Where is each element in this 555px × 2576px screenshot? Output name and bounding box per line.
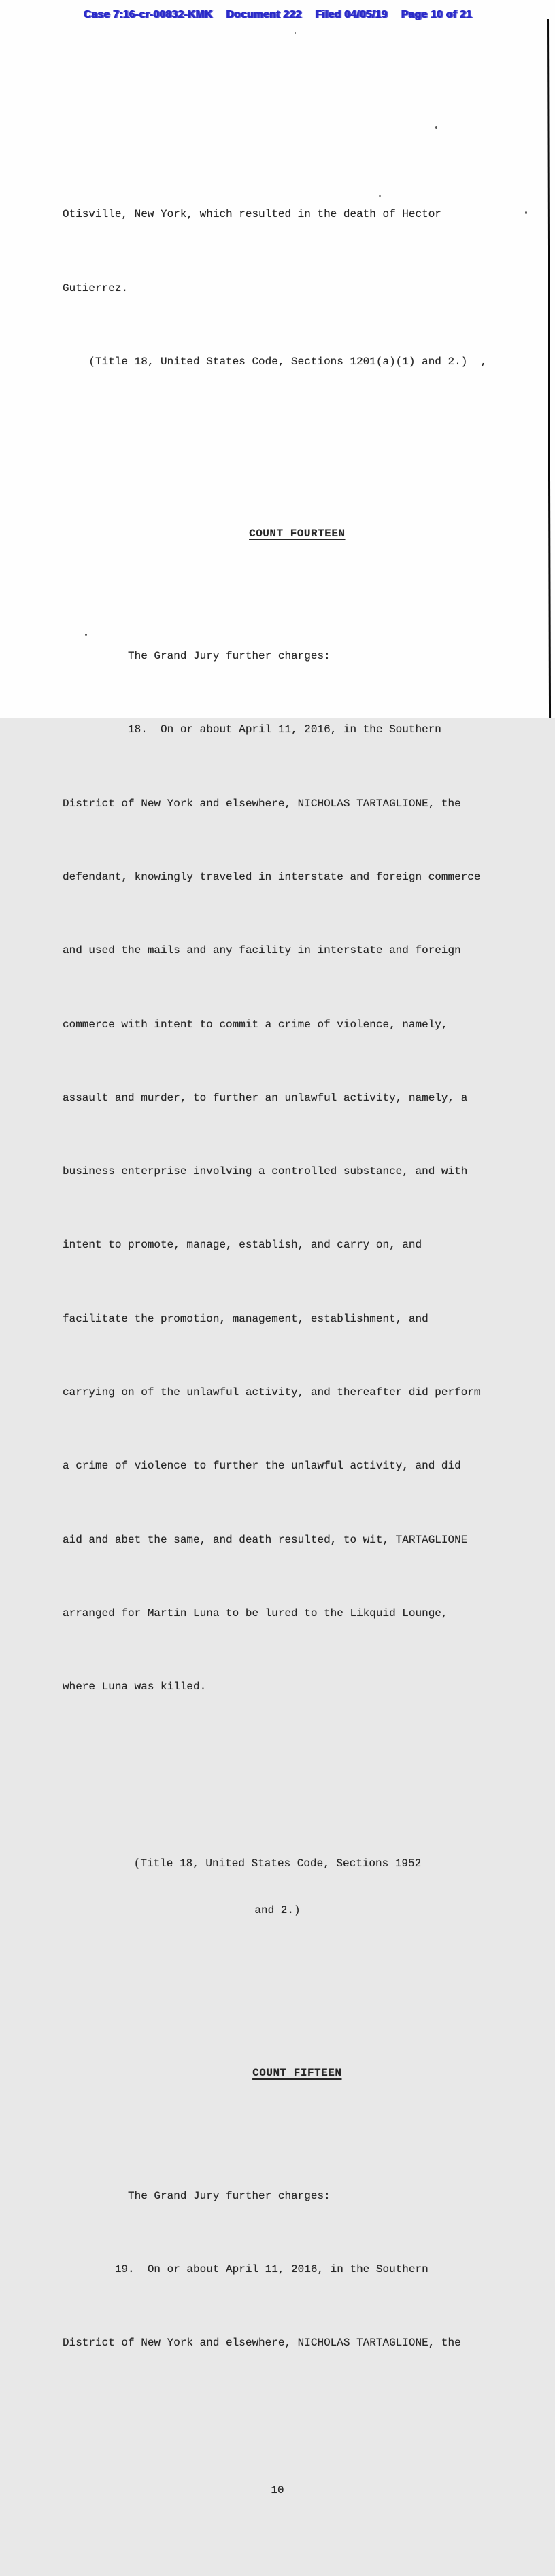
scan-speck	[379, 195, 381, 197]
count-fourteen-citation	[63, 1822, 492, 1963]
text-line: carrying on of the unlawful activity, and thereafter did perform	[63, 1386, 481, 1398]
document-body	[63, 80, 492, 2576]
scan-speck	[295, 32, 296, 34]
count-fourteen-section	[63, 595, 492, 1748]
text-line: commerce with intent to commit a crime of violence, namely,	[63, 1018, 448, 1031]
text-line: Otisville, New York, which resulted in the death of Hector	[63, 208, 441, 221]
text-line: and 2.)	[254, 1904, 301, 1917]
scan-speck	[525, 211, 527, 214]
text-line: Gutierrez.	[63, 281, 129, 294]
text-line: aid and abet the same, and death resulted, to wit, TARTAGLIONE	[63, 1533, 468, 1546]
text-line: facilitate the promotion, management, establishment, and	[63, 1312, 428, 1325]
text-line: 18. On or about April 11, 2016, in the Southern	[63, 723, 441, 736]
count-fifteen-heading: COUNT FIFTEEN	[252, 2067, 342, 2080]
text-line: intent to promote, manage, establish, and carry on, and	[63, 1239, 422, 1252]
cmecf-header-stamp	[0, 9, 555, 21]
scan-artifact-edge-line	[547, 19, 551, 718]
case-number: Case 7:16-cr-00832-KMK	[83, 9, 213, 20]
count-fourteen-heading: COUNT FOURTEEN	[249, 527, 346, 540]
text-line: 19. On or about April 11, 2016, in the Southern	[63, 2263, 428, 2276]
text-line: District of New York and elsewhere, NICHOLAS TARTAGLIONE, the	[63, 2337, 461, 2350]
document-number: Document 222	[226, 9, 301, 20]
text-line: (Title 18, United States Code, Sections 1952	[133, 1857, 422, 1870]
page-number: 10	[271, 2484, 284, 2496]
text-line: assault and murder, to further an unlawful activity, namely, a	[63, 1091, 468, 1104]
scan-speck	[85, 634, 87, 636]
text-line: a crime of violence to further the unlawful activity, and did	[63, 1460, 461, 1473]
intro-section	[63, 153, 492, 423]
text-line: business enterprise involving a controlled substance, and with	[63, 1165, 468, 1178]
scan-speck	[435, 126, 437, 129]
text-line: The Grand Jury further charges:	[63, 2189, 331, 2202]
page-indicator: Page 10 of 21	[401, 9, 472, 20]
text-line: where Luna was killed.	[63, 1681, 207, 1694]
text-line: The Grand Jury further charges:	[63, 650, 331, 663]
text-line: defendant, knowingly traveled in interstate and foreign commerce	[63, 871, 481, 883]
text-line: and used the mails and any facility in interstate and foreign	[63, 944, 461, 957]
filed-date: Filed 04/05/19	[314, 9, 388, 20]
text-line: (Title 18, United States Code, Sections 1201(a)(1) and 2.) ,	[63, 356, 488, 368]
text-line: District of New York and elsewhere, NICHOLAS TARTAGLIONE, the	[63, 797, 461, 810]
count-fifteen-section	[63, 2134, 492, 2404]
text-line: arranged for Martin Luna to be lured to the Likquid Lounge,	[63, 1607, 448, 1619]
